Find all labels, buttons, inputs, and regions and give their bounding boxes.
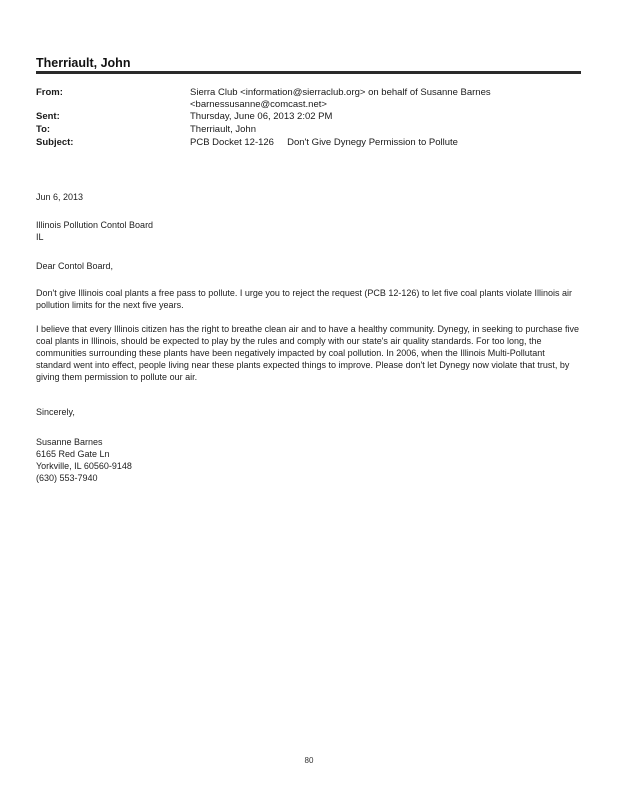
recipient-line1: Illinois Pollution Contol Board: [36, 220, 154, 230]
signature-street: 6165 Red Gate Ln: [36, 449, 110, 459]
letter-date: Jun 6, 2013: [36, 192, 84, 202]
sent-label: Sent:: [36, 111, 60, 122]
sent-value: Thursday, June 06, 2013 2:02 PM: [190, 111, 333, 122]
recipient-block: [36, 219, 581, 243]
from-value-line1: Sierra Club <information@sierraclub.org> on behalf of Susanne Barnes: [190, 87, 491, 98]
salutation: Dear Contol Board,: [36, 261, 114, 271]
from-value-line2: <barnessusanne@comcast.net>: [190, 99, 327, 110]
recipient-line2: IL: [36, 232, 44, 242]
paragraph-1: Don't give Illinois coal plants a free pass to pollute. I urge you to reject the request (PCB 12-126) to let five coal plants violate Illinois air pollution limits for the next five years.: [36, 288, 573, 310]
signature-block: [36, 436, 581, 484]
signature-city: Yorkville, IL 60560-9148: [36, 461, 132, 471]
subject-value: PCB Docket 12-126 Don't Give Dynegy Permission to Pollute: [190, 137, 458, 148]
from-label: From:: [36, 87, 63, 98]
paragraph-2: I believe that every Illinois citizen has the right to breathe clean air and to have a healthy community. Dynegy, in seeking to purchase five coal plants in Illinois, should be expected to play by the rules and comply with our state's air quality standards. For too long, the communities surrounding these plants have been negatively impacted by coal pollution. In 2006, when the Illinois Multi-Pollutant standard went into effect, people living near these plants expected things to improve. Please don't let Dynegy now violate that trust, by giving them permission to pollute our air.: [36, 324, 579, 382]
sender-name: Therriault, John: [36, 56, 131, 70]
to-value: Therriault, John: [190, 124, 257, 135]
to-label: To:: [36, 124, 51, 135]
signature-name: Susanne Barnes: [36, 437, 103, 447]
signature-phone: (630) 553-7940: [36, 473, 98, 483]
page-number: 80: [304, 756, 314, 765]
subject-label: Subject:: [36, 137, 74, 148]
header-divider: [36, 71, 581, 74]
closing: Sincerely,: [36, 407, 75, 417]
